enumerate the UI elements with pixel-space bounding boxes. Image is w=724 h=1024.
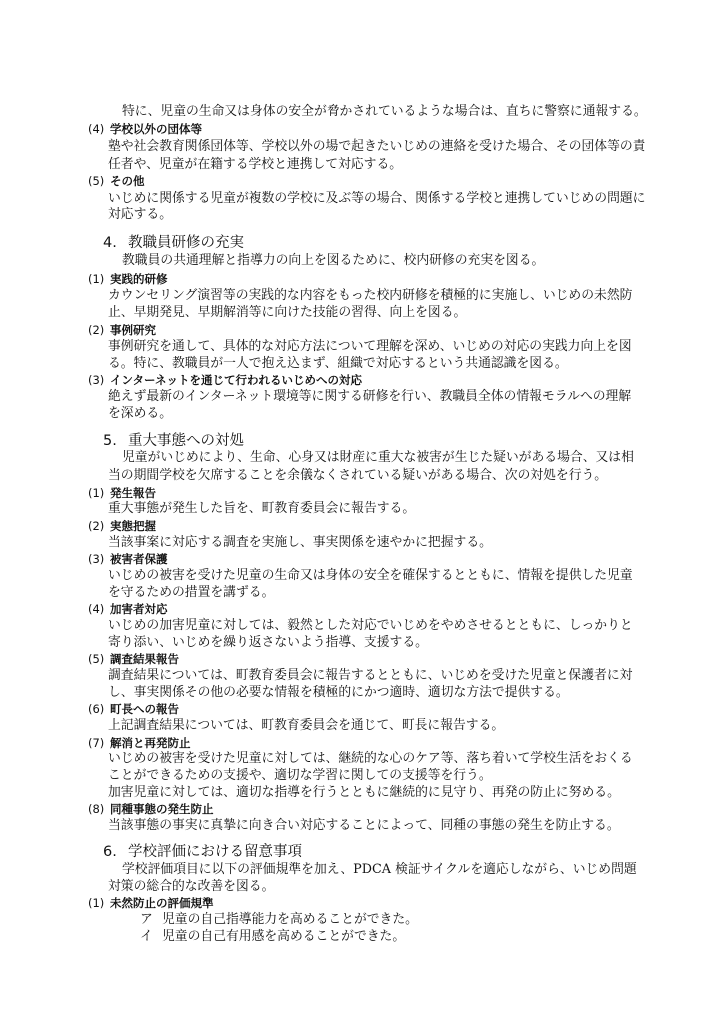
section-number: 4.: [103, 235, 117, 251]
body-line: カウンセリング演習等の実践的な内容をもった校内研修を積極的に実施し、いじめの未然防: [108, 288, 633, 303]
item-heading: [88, 650, 179, 668]
body-line: いじめの被害を受けた児童に対しては、継続的な心のケア等、落ち着いて学校生活をおくる: [108, 751, 633, 766]
section-intro-line: 対策の総合的な改善を図る。: [108, 879, 275, 894]
item-number: (7): [88, 736, 105, 750]
body-line: 加害児童に対しては、適切な指導を行うとともに継続的に見守り、再発の防止に努める。: [108, 785, 620, 800]
item-heading: [88, 120, 202, 138]
item-number: (4): [88, 602, 105, 616]
item-title: 実態把握: [110, 519, 156, 533]
item-title: 同種事態の発生防止: [110, 802, 214, 816]
item-number: (6): [88, 702, 105, 716]
body-line: 重大事態が発生した旨を、町教育委員会に報告する。: [108, 501, 416, 516]
item-number: (5): [88, 652, 105, 666]
section-intro-line: 学校評価項目に以下の評価規準を加え、PDCA 検証サイクルを適応しながら、いじめ問題: [122, 862, 637, 877]
section-number: 6.: [103, 844, 117, 860]
item-heading: [88, 894, 214, 912]
item-title: 解消と再発防止: [110, 736, 191, 750]
item-number: (5): [88, 174, 105, 188]
item-heading: [88, 321, 156, 339]
item-heading: [88, 172, 145, 190]
item-title: 実践的研修: [110, 272, 168, 286]
section-number: 5.: [103, 433, 117, 449]
body-line: 調査結果については、町教育委員会に報告するとともに、いじめを受けた児童と保護者に対: [108, 668, 633, 683]
section-heading: [103, 842, 302, 862]
item-title: 未然防止の評価規準: [110, 896, 214, 910]
item-title: 町長への報告: [110, 702, 179, 716]
body-line: 任者や、児童が在籍する学校と連携して対応する。: [108, 157, 403, 172]
body-line: し、事実関係その他の必要な情報を積極的にかつ適時、適切な方法で提供する。: [108, 685, 569, 700]
criterion-text: 児童の自己有用感を高めることができた。: [162, 929, 406, 944]
item-title: 発生報告: [110, 486, 156, 500]
body-line: いじめの加害児童に対しては、毅然とした対応でいじめをやめさせるとともに、しっかりと: [108, 618, 633, 633]
criterion-line: [140, 911, 418, 929]
criterion-mark: イ: [140, 929, 153, 944]
item-number: (8): [88, 802, 105, 816]
body-line: を守るための措置を講ずる。: [108, 585, 275, 600]
item-title: 調査結果報告: [110, 652, 179, 666]
item-title: 被害者保護: [110, 552, 168, 566]
item-number: (1): [88, 486, 105, 500]
item-heading: [88, 270, 168, 288]
item-heading: [88, 550, 168, 568]
body-line: 対応する。: [108, 207, 172, 222]
section-title: 教職員研修の充実: [128, 235, 244, 251]
item-title: その他: [110, 174, 145, 188]
body-line: 事例研究を通して、具体的な対応方法について理解を深め、いじめの対応の実践力向上を図: [108, 339, 632, 354]
body-line: 上記調査結果については、町教育委員会を通じて、町長に報告する。: [108, 718, 505, 733]
section-intro-line: 児童がいじめにより、生命、心身又は財産に重大な被害が生じた疑いがある場合、又は相: [122, 450, 634, 465]
body-line: 当該事態の事実に真摯に向き合い対応することによって、同種の事態の発生を防止する。: [108, 818, 620, 833]
item-title: インターネットを通じて行われるいじめへの対応: [110, 373, 362, 387]
item-heading: [88, 700, 179, 718]
criterion-mark: ア: [140, 912, 153, 927]
item-title: 学校以外の団体等: [110, 122, 202, 136]
item-number: (2): [88, 323, 105, 337]
item-heading: [88, 517, 156, 535]
section-intro-line: 教職員の共通理解と指導力の向上を図るために、校内研修の充実を図る。: [122, 253, 545, 268]
section-title: 重大事態への対処: [128, 433, 244, 449]
body-line: いじめに関係する児童が複数の学校に及ぶ等の場合、関係する学校と連携していじめの問題に: [108, 191, 646, 206]
body-line: 当該事案に対応する調査を実施し、事実関係を速やかに把握する。: [108, 535, 492, 550]
item-heading: [88, 371, 362, 389]
item-number: (2): [88, 519, 105, 533]
body-line: 特に、児童の生命又は身体の安全が脅かされているような場合は、直ちに警察に通報する。: [122, 104, 647, 119]
item-title: 加害者対応: [110, 602, 168, 616]
item-heading: [88, 600, 168, 618]
body-line: 塾や社会教育関係団体等、学校以外の場で起きたいじめの連絡を受けた場合、その団体等の責: [108, 139, 646, 154]
section-heading: [103, 233, 244, 253]
body-line: 止、早期発見、早期解消等に向けた技能の習得、向上を図る。: [108, 305, 467, 320]
item-title: 事例研究: [110, 323, 156, 337]
item-heading: [88, 800, 214, 818]
section-intro-line: 当の期間学校を欠席することを余儀なくされている疑いがある場合、次の対処を行う。: [108, 468, 608, 483]
section-heading: [103, 431, 244, 451]
body-line: 寄り添い、いじめを繰り返さないよう指導、支援する。: [108, 635, 428, 650]
item-number: (3): [88, 373, 105, 387]
criterion-line: [140, 928, 405, 946]
item-number: (4): [88, 122, 105, 136]
body-line: 絶えず最新のインターネット環境等に関する研修を行い、教職員全体の情報モラルへの理解: [108, 389, 632, 404]
body-line: る。特に、教職員が一人で抱え込まず、組織で対応するという共通認識を図る。: [108, 356, 568, 371]
criterion-text: 児童の自己指導能力を高めることができた。: [162, 912, 418, 927]
item-number: (1): [88, 896, 105, 910]
body-line: いじめの被害を受けた児童の生命又は身体の安全を確保するとともに、情報を提供した児童: [108, 568, 633, 583]
section-title: 学校評価における留意事項: [128, 844, 302, 860]
body-line: を深める。: [108, 406, 172, 421]
body-line: ことができるための支援や、適切な学習に関しての支援等を行う。: [108, 768, 492, 783]
item-number: (3): [88, 552, 105, 566]
item-number: (1): [88, 272, 105, 286]
